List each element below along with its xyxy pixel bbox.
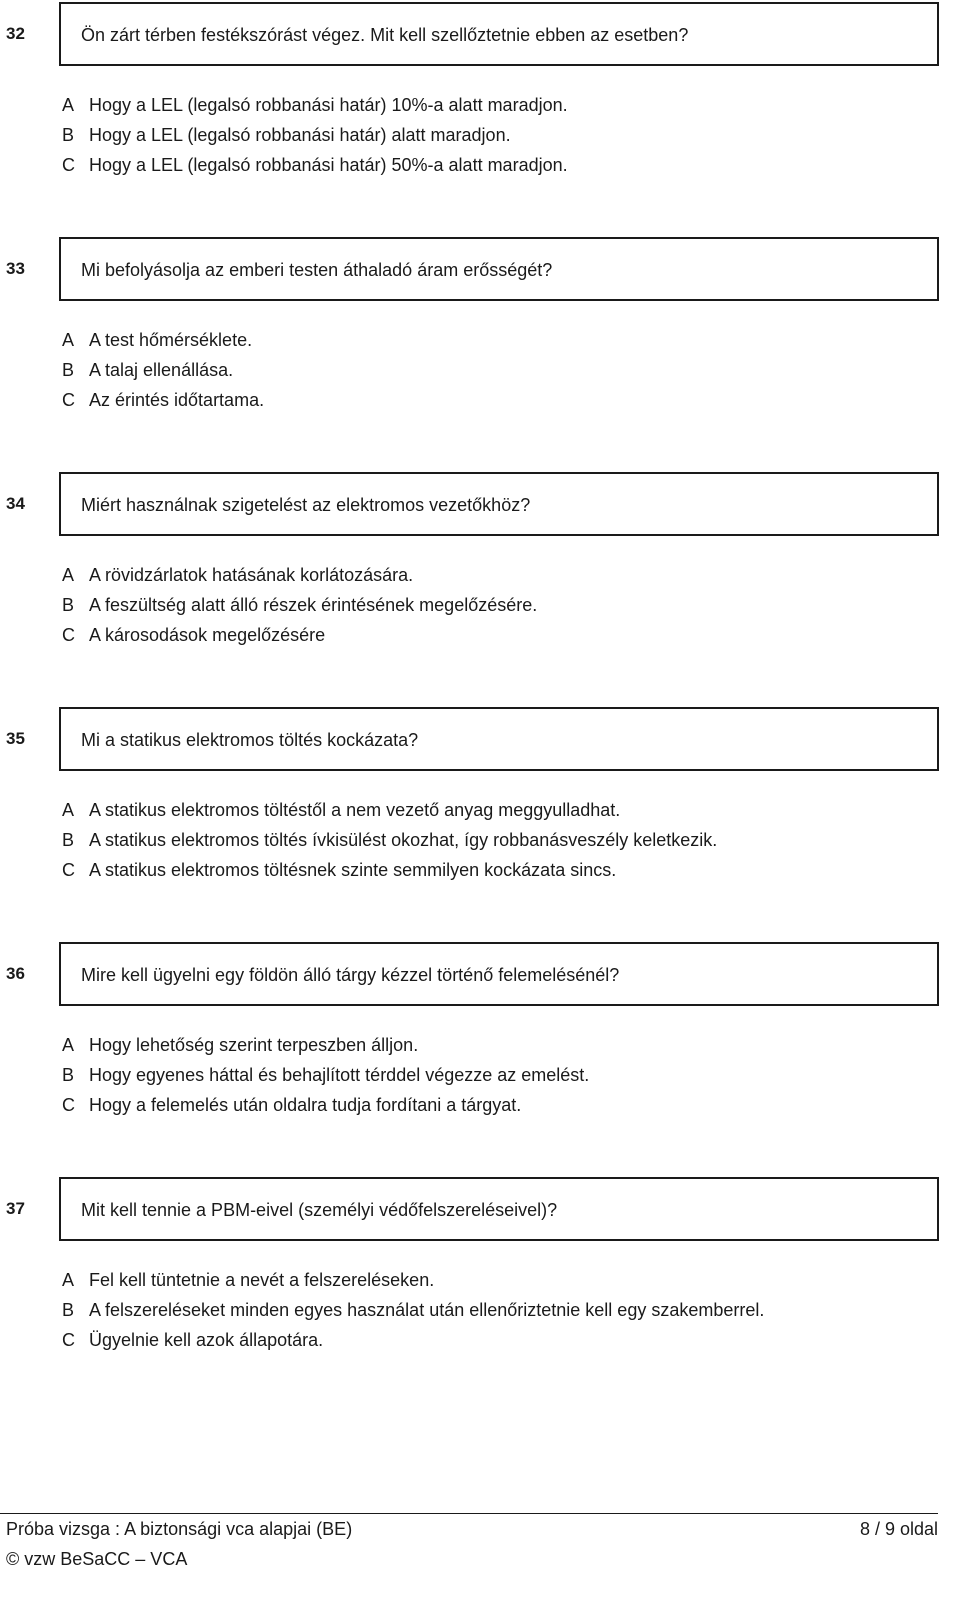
answer-text: Hogy a felemelés után oldalra tudja fordítani a tárgyat. [89,1095,522,1115]
question-text: Miért használnak szigetelést az elektromos vezetőkhöz? [81,495,531,515]
answer-option-b [0,120,960,150]
answer-option-c [0,1325,960,1355]
answer-list [0,1265,960,1355]
footer-page-number: 8 / 9 oldal [859,1519,938,1539]
answer-text: A rövidzárlatok hatásának korlátozására. [89,565,414,585]
answer-letter: B [62,595,75,615]
answer-text: A feszültség alatt álló részek érintésének megelőzésére. [89,595,538,615]
answer-option-c [0,150,960,180]
question-text: Mi befolyásolja az emberi testen áthaladó áram erősségét? [81,260,553,280]
answer-text: Hogy a LEL (legalsó robbanási határ) 50%-a alatt maradjon. [89,155,568,175]
answer-option-b [0,590,960,620]
answer-letter: B [62,1065,75,1085]
answer-option-a [0,325,960,355]
footer-title: Próba vizsga : A biztonsági vca alapjai (BE) [6,1519,353,1539]
answer-text: A statikus elektromos töltésnek szinte semmilyen kockázata sincs. [89,860,617,880]
answer-text: A statikus elektromos töltéstől a nem vezető anyag meggyulladhat. [89,800,621,820]
answer-letter: A [62,330,75,350]
question-number: 33 [6,259,25,278]
question-text: Ön zárt térben festékszórást végez. Mit kell szellőztetnie ebben az esetben? [81,25,689,45]
footer-copyright: © vzw BeSaCC – VCA [6,1549,188,1569]
answer-list [0,1030,960,1120]
answer-text: A talaj ellenállása. [89,360,234,380]
answer-list [0,560,960,650]
question-text: Mi a statikus elektromos töltés kockázata? [81,730,419,750]
answer-option-c [0,620,960,650]
answer-letter: B [62,830,75,850]
question-box [59,237,939,301]
answer-letter: A [62,565,75,585]
answer-letter: B [62,1300,75,1320]
answer-letter: C [62,390,75,410]
answer-option-b [0,1295,960,1325]
answer-option-a [0,1030,960,1060]
answer-option-b [0,355,960,385]
answer-letter: C [62,155,75,175]
answer-text: Fel kell tüntetnie a nevét a felszereléseken. [89,1270,435,1290]
answer-text: Hogy a LEL (legalsó robbanási határ) 10%-a alatt maradjon. [89,95,568,115]
answer-text: Hogy egyenes háttal és behajlított térddel végezze az emelést. [89,1065,590,1085]
answer-letter: A [62,1270,75,1290]
answer-option-b [0,1060,960,1090]
answer-letter: A [62,95,75,115]
footer-divider [0,1513,938,1514]
question-text: Mire kell ügyelni egy földön álló tárgy kézzel történő felemelésénél? [81,965,620,985]
answer-list [0,795,960,885]
answer-option-a [0,90,960,120]
question-box [59,472,939,536]
question-box [59,942,939,1006]
answer-letter: A [62,800,75,820]
answer-text: A test hőmérséklete. [89,330,253,350]
answer-text: Az érintés időtartama. [89,390,265,410]
question-box [59,707,939,771]
answer-letter: C [62,1095,75,1115]
answer-text: A statikus elektromos töltés ívkisülést okozhat, így robbanásveszély keletkezik. [89,830,718,850]
answer-option-b [0,825,960,855]
answer-option-c [0,385,960,415]
question-box [59,1177,939,1241]
answer-letter: C [62,1330,75,1350]
question-number: 35 [6,729,25,748]
answer-text: A felszereléseket minden egyes használat után ellenőriztetnie kell egy szakemberrel. [89,1300,765,1320]
question-number: 36 [6,964,25,983]
answer-text: Hogy lehetőség szerint terpeszben álljon. [89,1035,419,1055]
answer-option-a [0,795,960,825]
answer-option-c [0,1090,960,1120]
question-number: 37 [6,1199,25,1218]
answer-letter: B [62,360,75,380]
question-box [59,2,939,66]
answer-letter: C [62,860,75,880]
answer-option-a [0,1265,960,1295]
answer-letter: B [62,125,75,145]
answer-letter: A [62,1035,75,1055]
answer-text: Ügyelnie kell azok állapotára. [89,1330,324,1350]
question-text: Mit kell tennie a PBM-eivel (személyi védőfelszereléseivel)? [81,1200,558,1220]
answer-option-a [0,560,960,590]
answer-list [0,90,960,180]
answer-list [0,325,960,415]
answer-option-c [0,855,960,885]
question-number: 34 [6,494,25,513]
question-number: 32 [6,24,25,43]
answer-text: Hogy a LEL (legalsó robbanási határ) alatt maradjon. [89,125,511,145]
answer-letter: C [62,625,75,645]
answer-text: A károsodások megelőzésére [89,625,326,645]
